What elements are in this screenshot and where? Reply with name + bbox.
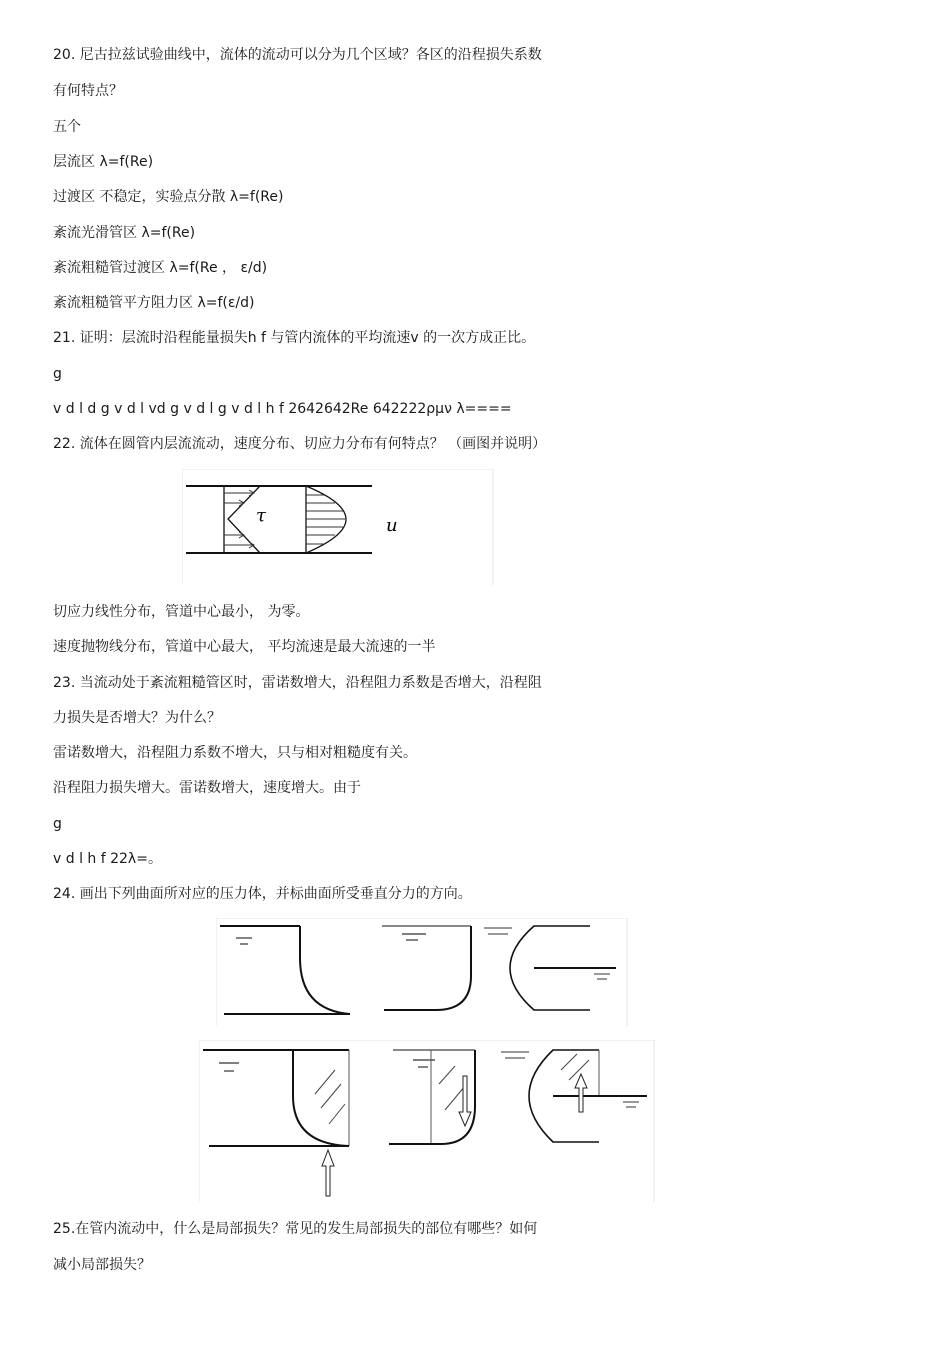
pressure-bodies-figure <box>199 1040 655 1202</box>
line-q20-2: 有何特点？ <box>53 83 123 99</box>
line-laminar-zone: 层流区 λ=f(Re) <box>53 154 154 170</box>
line-velocity-parabola: 速度抛物线分布，管道中心最大， 平均流速是最大流速的一半 <box>53 639 436 655</box>
line-q25-1: 25.在管内流动中，什么是局部损失？常见的发生局部损失的部位有哪些？如何 <box>53 1221 538 1237</box>
line-formula-g-2: g <box>53 816 62 832</box>
u-label: u <box>386 515 398 536</box>
line-formula-g: g <box>53 366 62 382</box>
line-q23-1: 23. 当流动处于紊流粗糙管区时，雷诺数增大，沿程阻力系数是否增大，沿程阻 <box>53 675 542 691</box>
line-square-resistance-zone: 紊流粗糙管平方阻力区 λ=f(ε/d) <box>53 295 255 311</box>
line-rough-transition-zone: 紊流粗糙管过渡区 λ=f(Re ， ε/d) <box>53 260 268 276</box>
line-q25-2: 减小局部损失？ <box>53 1257 151 1273</box>
line-smooth-zone: 紊流光滑管区 λ=f(Re) <box>53 225 196 241</box>
line-shear-linear: 切应力线性分布，管道中心最小， 为零。 <box>53 604 310 620</box>
line-formula-q21: v d l d g v d l vd g v d l g v d l h f 2642642Re 642222ρμν λ==== <box>53 401 512 417</box>
line-formula-q23: v d l h f 22λ=。 <box>53 851 162 867</box>
line-q23-2: 力损失是否增大？为什么？ <box>53 710 221 726</box>
line-q23-answer-2: 沿程阻力损失增大。雷诺数增大，速度增大。由于 <box>53 780 361 796</box>
line-transition-zone: 过渡区 不稳定，实验点分散 λ=f(Re) <box>53 189 284 205</box>
pipe-flow-figure <box>182 469 494 585</box>
line-q20-1: 20. 尼古拉兹试验曲线中，流体的流动可以分为几个区域？各区的沿程损失系数 <box>53 47 542 63</box>
line-q21: 21. 证明：层流时沿程能量损失h f 与管内流体的平均流速v 的一次方成正比。 <box>53 330 536 346</box>
curved-surfaces-figure <box>216 918 628 1026</box>
line-answer-five: 五个 <box>53 119 81 135</box>
tau-label: τ <box>256 505 266 526</box>
line-q24: 24. 画出下列曲面所对应的压力体，并标曲面所受垂直分力的方向。 <box>53 886 472 902</box>
line-q23-answer-1: 雷诺数增大，沿程阻力系数不增大，只与相对粗糙度有关。 <box>53 745 417 761</box>
line-q22: 22. 流体在圆管内层流流动，速度分布、切应力分布有何特点？ （画图并说明） <box>53 436 547 452</box>
